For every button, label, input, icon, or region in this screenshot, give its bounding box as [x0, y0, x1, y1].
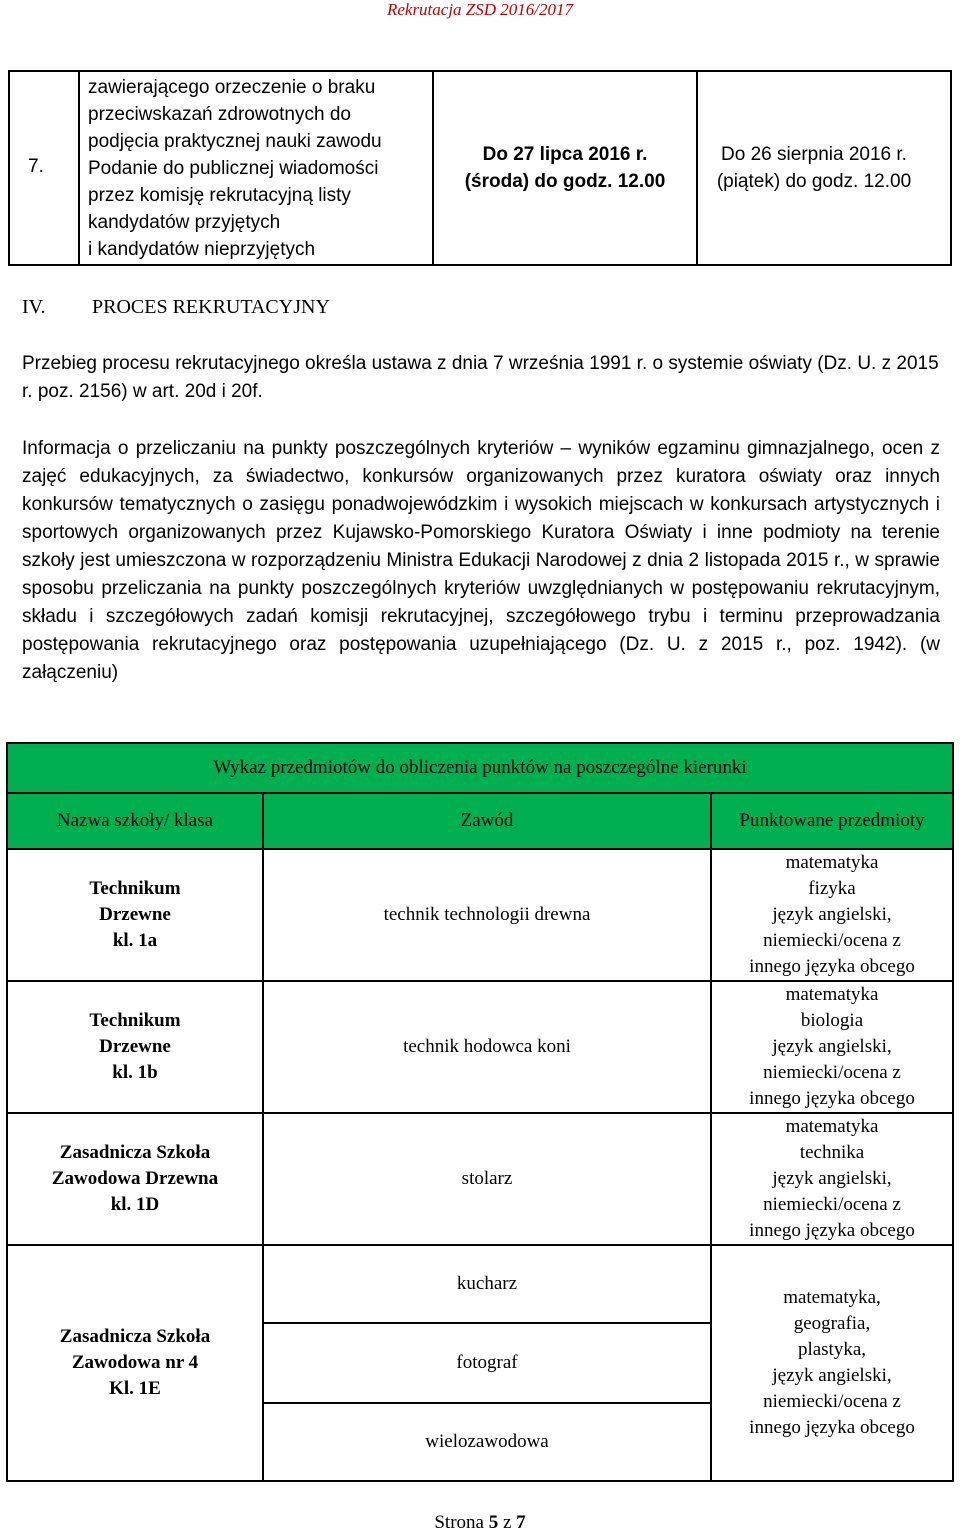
- school-cell: [7, 1245, 263, 1481]
- table-row: [7, 1113, 953, 1245]
- school-line: kl. 1a: [112, 930, 158, 951]
- profession-cell: [263, 849, 711, 981]
- section-number: IV.: [22, 296, 46, 318]
- subject-line: innego języka obcego: [749, 956, 915, 977]
- deadline-main-cell: [433, 71, 697, 265]
- subject-line: technika: [799, 1142, 865, 1163]
- deadline-main-time: (środa) do godz. 12.00: [464, 171, 666, 192]
- task-line: kandydatów przyjętych: [88, 211, 281, 233]
- profession-name: fotograf: [456, 1352, 518, 1373]
- header-subjects: Punktowane przedmioty: [711, 793, 953, 849]
- profession-name: wielozawodowa: [425, 1431, 549, 1452]
- profession-name: technik hodowca koni: [403, 1036, 571, 1057]
- profession-cell: [263, 1403, 711, 1481]
- footer-separator: z: [502, 1512, 512, 1533]
- school-cell: [7, 849, 263, 981]
- deadline-main-date: Do 27 lipca 2016 r.: [482, 144, 648, 165]
- subject-line: matematyka,: [783, 1287, 881, 1308]
- table-row: [7, 1245, 953, 1323]
- subject-line: język angielski,: [772, 904, 892, 925]
- profession-cell: [263, 1113, 711, 1245]
- profession-name: technik technologii drewna: [383, 904, 591, 925]
- subject-line: matematyka: [785, 1116, 879, 1137]
- table-row: [7, 981, 953, 1113]
- table-row: [7, 849, 953, 981]
- school-line: Drzewne: [99, 1036, 171, 1057]
- page-footer: [0, 1512, 960, 1534]
- table-title-row: [7, 743, 953, 793]
- subjects-cell: [711, 1245, 953, 1481]
- profession-cell: [263, 981, 711, 1113]
- school-cell: [7, 1113, 263, 1245]
- header-profession: Zawód: [263, 793, 711, 849]
- footer-page-number: 5: [488, 1512, 499, 1533]
- school-line: Kl. 1E: [109, 1378, 161, 1399]
- task-description-cell: [79, 71, 433, 265]
- deadline-supplementary-date: Do 26 sierpnia 2016 r.: [721, 144, 907, 165]
- section-title: PROCES REKRUTACYJNY: [92, 296, 330, 318]
- subject-line: matematyka: [785, 984, 879, 1005]
- subjects-cell: [711, 849, 953, 981]
- subjects-table: [6, 742, 954, 1482]
- school-line: kl. 1b: [112, 1062, 158, 1083]
- school-line: Zasadnicza Szkoła: [59, 1326, 211, 1347]
- subject-line: język angielski,: [772, 1365, 892, 1386]
- table-header-row: [7, 793, 953, 849]
- task-line: zawierającego orzeczenie o braku: [88, 76, 376, 98]
- profession-name: stolarz: [461, 1168, 513, 1189]
- schedule-table: [8, 70, 952, 266]
- subject-line: niemiecki/ocena z: [763, 1062, 901, 1083]
- header-school: Nazwa szkoły/ klasa: [7, 793, 263, 849]
- subject-line: geografia,: [793, 1313, 871, 1334]
- school-line: Drzewne: [99, 904, 171, 925]
- subject-line: język angielski,: [772, 1168, 892, 1189]
- task-line: przeciwskazań zdrowotnych do: [88, 103, 351, 125]
- points-info-paragraph: Informacja o przeliczaniu na punkty poszczególnych kryteriów – wyników egzaminu gimnazjalnego, ocen z zajęć edukacyjnych, za świadectwo, konkursów organizowanych przez kuratora oświaty oraz innych konkursów tematycznych o zasięgu ponadwojewódzkim i wysokich miejscach w konkursach artystycznych i sportowych organizowanych przez Kujawsko-Pomorskiego Kuratora Oświaty i inne podmioty na terenie szkoły jest umieszczona w rozporządzeniu Ministra Edukacji Narodowej z dnia 2 listopada 2015 r., w sprawie sposobu przeliczania na punkty poszczególnych kryteriów uwzględnianych w postępowaniu rekrutacyjnym, składu i szczegółowych zadań komisji rekrutacyjnej, szczegółowego trybu i terminu przeprowadzania postępowania rekrutacyjnego oraz postępowania uzupełniającego (Dz. U. z 2015 r., poz. 1942). (w załączeniu): [22, 438, 940, 683]
- profession-cell: [263, 1323, 711, 1403]
- subject-line: plastyka,: [797, 1339, 867, 1360]
- subject-line: niemiecki/ocena z: [763, 1194, 901, 1215]
- subject-line: niemiecki/ocena z: [763, 930, 901, 951]
- subject-line: niemiecki/ocena z: [763, 1391, 901, 1412]
- task-line: przez komisję rekrutacyjną listy: [88, 184, 351, 206]
- legal-basis-paragraph: Przebieg procesu rekrutacyjnego określa ustawa z dnia 7 września 1991 r. o systemie oświaty (Dz. U. z 2015 r. poz. 2156) w art. 20d i 20f.: [22, 353, 939, 402]
- profession-name: kucharz: [456, 1273, 518, 1294]
- footer-total-pages: 7: [516, 1512, 526, 1533]
- subject-line: fizyka: [808, 878, 856, 899]
- footer-prefix: Strona: [434, 1512, 484, 1533]
- task-line: podjęcia praktycznej nauki zawodu: [88, 130, 382, 152]
- school-line: Zawodowa Drzewna: [51, 1168, 219, 1189]
- deadline-supplementary-time: (piątek) do godz. 12.00: [716, 171, 912, 192]
- subject-line: innego języka obcego: [749, 1220, 915, 1241]
- profession-cell: [263, 1245, 711, 1323]
- school-cell: [7, 981, 263, 1113]
- subjects-cell: [711, 1113, 953, 1245]
- subject-line: innego języka obcego: [749, 1088, 915, 1109]
- subject-line: matematyka: [785, 852, 879, 873]
- school-line: Zawodowa nr 4: [71, 1352, 199, 1373]
- table-title: Wykaz przedmiotów do obliczenia punktów na poszczególne kierunki: [7, 743, 953, 793]
- school-line: Technikum: [89, 878, 181, 899]
- task-line: Podanie do publicznej wiadomości: [88, 157, 379, 179]
- subject-line: innego języka obcego: [749, 1417, 915, 1438]
- table-row: [9, 71, 951, 265]
- school-line: Technikum: [89, 1010, 181, 1031]
- school-line: kl. 1D: [110, 1194, 160, 1215]
- page-header: Rekrutacja ZSD 2016/2017: [386, 0, 574, 19]
- subject-line: język angielski,: [772, 1036, 892, 1057]
- task-line: i kandydatów nieprzyjętych: [88, 238, 316, 260]
- subjects-cell: [711, 981, 953, 1113]
- deadline-supplementary-cell: [697, 71, 951, 265]
- school-line: Zasadnicza Szkoła: [59, 1142, 211, 1163]
- subject-line: biologia: [800, 1010, 864, 1031]
- row-number: 7.: [28, 156, 44, 177]
- row-number-cell: [9, 71, 79, 265]
